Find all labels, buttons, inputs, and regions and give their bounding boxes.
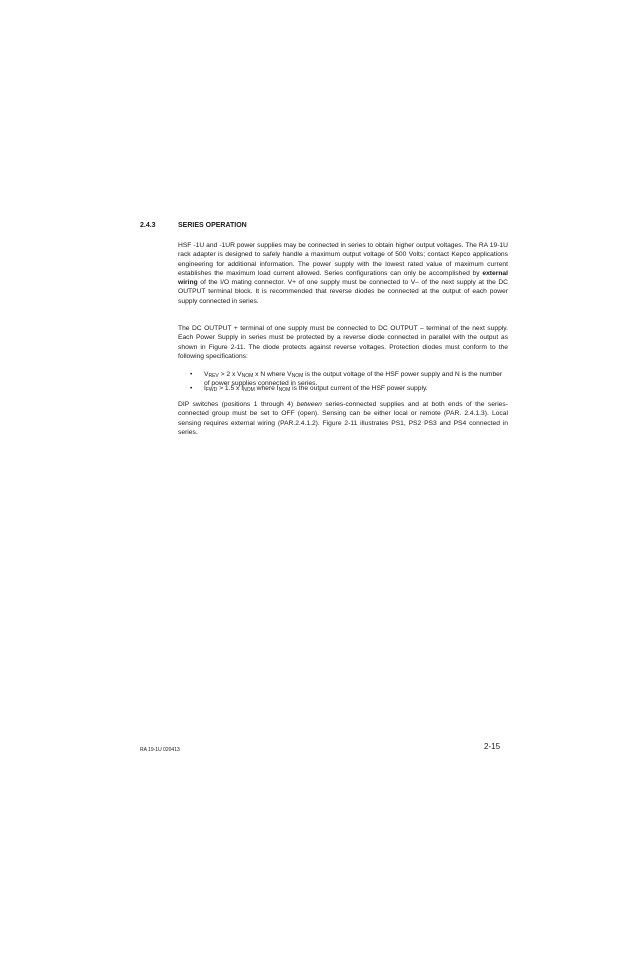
between-emphasis: between (296, 401, 322, 408)
section-number: 2.4.3 (140, 222, 156, 229)
paragraph-intro (178, 241, 508, 306)
bullet-marker: • (190, 385, 193, 392)
section-title: SERIES OPERATION (178, 222, 247, 229)
paragraph-dip-switches: DIP switches (positions 1 through 4) between series-connected supplies and at both ends of the series-connected group must be set to OFF (open). Sensing can be either local or remote (PAR. 2.4.1.3). Local sensing requires external wiring (PAR.2.4.1.2). Figure 2-11 illustrates PS1, PS2 PS3 and PS4 connected in series. (178, 401, 508, 436)
paragraph-intro-text-b: of the I/O mating connector. V+ of one supply must be connected to V– of the next supply at the DC OUTPUT terminal block. It is recommended that reverse diodes be connected at the output of each power supply connected in series. (178, 279, 508, 305)
bullet-text: $V_{REV} > 2$ x $V_{NOM}$ x N where $V_{NOM}$ is the output voltage of the HSF power supply and N is the number of power supplies connected in series. (204, 371, 503, 387)
paragraph-dc-output: The DC OUTPUT + terminal of one supply must be connected to DC OUTPUT – terminal of the next supply. Each Power Supply in series must be protected by a reverse diode connected in parallel with the output as shown in Figure 2-11. The diode protects against reverse voltages. Protection diodes must conform to the following specifications: (178, 325, 508, 360)
external-wiring-emphasis: external wiring (178, 269, 508, 287)
bullet-marker: • (190, 371, 193, 378)
bullet-text: $I_{FWD} > 1.5$ x $I_{NOM}$ where $I_{NOM}$ is the output current of the HSF power supply. (204, 385, 428, 393)
paragraph-intro-text-a: HSF -1U and -1UR power supplies may be connected in series to obtain higher output voltages. The RA 19-1U rack adapter is designed to safely handle a maximum output voltage of 500 Volts; contact Kepco applications engineering for additional information. The power supply with the lowest rated value of maximum current establishes the maximum load current allowed. Series configurations can only be accomplished by (178, 242, 508, 277)
footer-page-number: 2-15 (484, 742, 501, 751)
footer-document-id: RA 19-1U 020413 (140, 747, 180, 753)
